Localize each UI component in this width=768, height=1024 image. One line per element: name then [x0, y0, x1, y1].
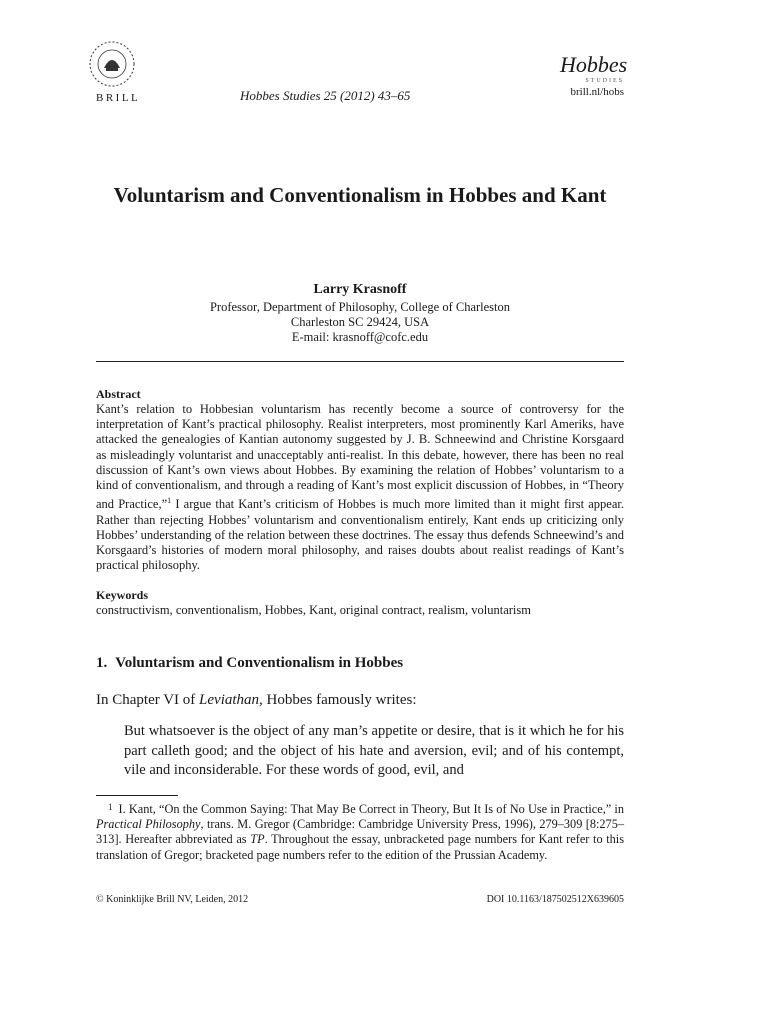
section-number: 1.	[96, 655, 108, 671]
footnote-divider	[96, 795, 178, 796]
abstract-heading: Abstract	[96, 387, 141, 401]
footnote-text: , trans. M. Gregor (Cambridge: Cambridge University Press, 1996), 279–309 [8:275–313]. Hereafter abbreviated as	[96, 817, 624, 847]
abstract-text	[96, 402, 624, 573]
journal-brand	[560, 52, 628, 98]
doi-reference: DOI 10.1163/187502512X639605	[486, 894, 624, 905]
abstract-text-part: I argue that Kant’s criticism of Hobbes is much more limited than it might first appear. Rather than rejecting Hobbes’ voluntarism and conventionalism entirely, Kant ends up criticizing only Hobbes’ understanding of the relation between these doctrines. The essay thus defends Schneewind’s and Korsgaard’s histories of modern moral philosophy, and raises doubts about realist readings of Kant’s practical philosophy.	[96, 497, 624, 573]
abstract-text-part: Kant’s relation to Hobbesian voluntarism has recently become a source of controversy for the interpretation of Kant’s practical philosophy. Realist interpreters, most prominently Karl Ameriks, have attacked the genealogies of Kantian autonomy suggested by J. B. Schneewind and Christine Korsgaard as misleadingly voluntarist and unacceptably anti-realist. In this debate, however, there has been no real discussion of Kant’s own views about Hobbes. By examining the relation of Hobbes’ voluntarism to a kind of conventionalism, and through a reading of Kant’s most explicit discussion of Hobbes, in “Theory and Practice,”	[96, 402, 624, 512]
footnote	[96, 800, 624, 863]
brill-logo-icon	[84, 38, 140, 90]
footnote-number: 1	[108, 802, 113, 812]
footnote-abbreviation: TP	[250, 832, 265, 847]
keywords-heading: Keywords	[96, 588, 148, 602]
journal-brand-sub: STUDIES	[585, 78, 624, 84]
section-intro	[96, 692, 624, 709]
intro-text: , Hobbes famously writes:	[259, 692, 417, 708]
author-name: Larry Krasnoff	[313, 282, 407, 297]
affiliation-line: Charleston SC 29424, USA	[290, 315, 430, 329]
journal-url: brill.nl/hobs	[570, 86, 624, 98]
intro-text: In Chapter VI of	[96, 692, 200, 708]
copyright-notice: © Koninklijke Brill NV, Leiden, 2012	[96, 894, 249, 905]
author-email: E-mail: krasnoff@cofc.edu	[291, 330, 429, 344]
footnote-book-title: Practical Philosophy	[96, 817, 201, 832]
keywords-text: constructivism, conventionalism, Hobbes, Kant, original contract, realism, voluntarism	[96, 603, 531, 617]
intro-work-title: Leviathan	[199, 692, 260, 708]
block-quote: But whatsoever is the object of any man’s appetite or desire, that is it which he for his part calleth good; and the object of his hate and aversion, evil; and of his contempt, vile and inconsiderable. For these words of good, evil, and	[124, 723, 624, 778]
footnote-text: I. Kant, “On the Common Saying: That May Be Correct in Theory, But It Is of No Use in Practice,” in	[118, 802, 624, 816]
section-title: Voluntarism and Conventionalism in Hobbes	[115, 655, 404, 671]
footnote-text: . Throughout the essay, unbracketed page numbers for Kant refer to this translation of Gregor; bracketed page numbers refer to the edition of the Prussian Academy.	[96, 832, 625, 862]
article-title: Voluntarism and Conventionalism in Hobbes and Kant	[113, 183, 607, 207]
journal-citation: Hobbes Studies 25 (2012) 43–65	[240, 88, 411, 103]
title-divider	[96, 361, 624, 362]
publisher-name: BRILL	[96, 92, 141, 104]
affiliation-line: Professor, Department of Philosophy, College of Charleston	[209, 300, 511, 314]
footnote-reference: 1	[167, 496, 172, 506]
journal-brand-name: Hobbes	[560, 52, 628, 77]
section-heading	[96, 655, 624, 672]
author-affiliation	[96, 300, 624, 345]
